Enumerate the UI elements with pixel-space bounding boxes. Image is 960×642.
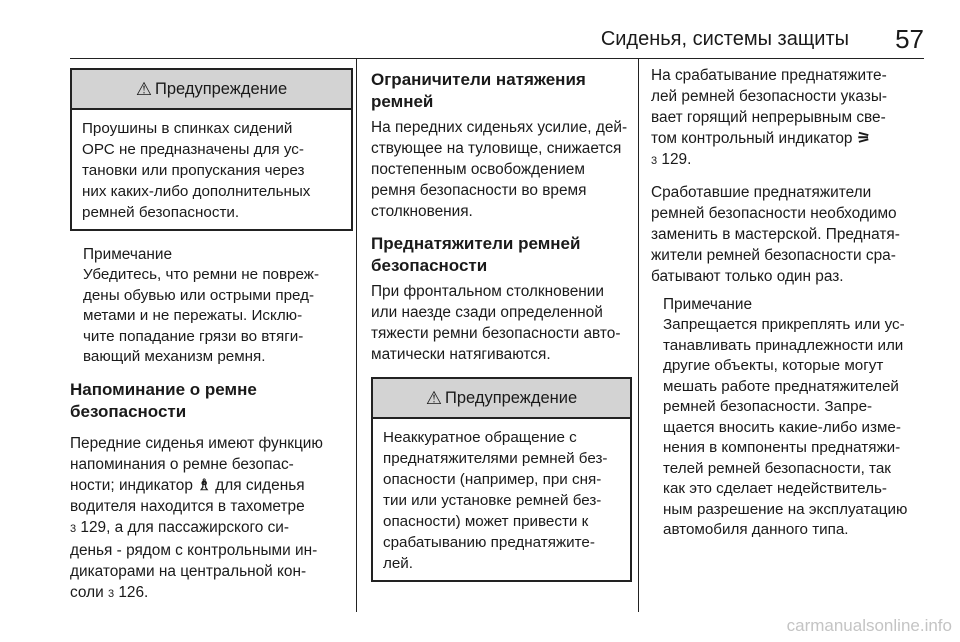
text-line: автомобиля данного типа. (663, 521, 849, 538)
page-reference-link[interactable]: 129. (661, 151, 692, 168)
heading-line: Напоминание о ремне (70, 379, 257, 399)
text-line: танавливать принадлежности или (663, 336, 904, 354)
text-line: Запрещается прикреплять или ус- (663, 316, 905, 333)
text-line (70, 475, 353, 496)
text-span: том контрольный индикатор (651, 130, 853, 147)
warning-header (72, 70, 351, 110)
paragraph (371, 117, 632, 222)
text-line: ремней безопасности необходимо (651, 205, 897, 222)
text-line: водителя находится в тахометре (70, 497, 305, 515)
text-line: столкновения. (371, 203, 473, 220)
text-line: телей ремней безопасности, так (663, 459, 891, 477)
text-line: щается вносить какие-либо изме- (663, 418, 901, 436)
text-line: ремней безопасности. Запре- (663, 398, 873, 415)
paragraph (651, 182, 928, 287)
note-block (70, 245, 353, 368)
warning-title: Предупреждение (154, 79, 288, 98)
heading-line: ремней (371, 92, 434, 111)
warning-triangle-icon: ⚠ (135, 78, 152, 99)
text-line: или наезде сзади определенной (371, 304, 603, 321)
belt-pretensioner-indicator-icon: ⚞ (856, 130, 871, 147)
text-line: постепенным освобождением (371, 161, 585, 178)
text-line: дены обувью или острыми пред- (83, 286, 315, 304)
text-line: нения в компоненты преднатяжи- (663, 439, 901, 456)
text-span: соли (70, 583, 104, 601)
page-reference-icon[interactable]: 3 (70, 522, 77, 535)
page-reference-link[interactable]: 126. (118, 583, 149, 601)
paragraph (651, 65, 928, 172)
text-line: преднатяжителями ремней без- (383, 450, 608, 467)
heading-line: безопасности (371, 256, 488, 275)
note-text (83, 265, 353, 368)
warning-header (373, 379, 630, 419)
text-line: срабатыванию преднатяжите- (383, 534, 595, 551)
text-line: мешать работе преднатяжителей (663, 377, 899, 395)
warning-triangle-icon: ⚠ (425, 387, 442, 408)
text-line: Передние сиденья имеют функцию (70, 434, 323, 452)
text-line: опасности) может привести к (383, 513, 589, 530)
text-line: другие объекты, которые могут (663, 357, 884, 374)
text-span: для сиденья (215, 476, 305, 494)
section-heading (70, 379, 353, 423)
warning-box (371, 377, 632, 582)
text-line: заменить в мастерской. Преднатя- (651, 226, 900, 243)
text-line: Неаккуратное обращение с (383, 429, 577, 446)
heading-line: безопасности (70, 401, 187, 421)
text-span: ности; индикатор (70, 476, 193, 494)
warning-text (72, 110, 351, 229)
section-heading (371, 69, 632, 113)
text-line (651, 128, 928, 149)
text-line: Убедитесь, что ремни не повреж- (83, 266, 319, 283)
text-line: тяжести ремни безопасности авто- (371, 325, 621, 342)
section-heading (371, 233, 632, 277)
text-line (70, 582, 353, 605)
seatbelt-reminder-icon: ♗ (197, 476, 212, 494)
text-line: ремней безопасности. (82, 204, 240, 221)
text-line (651, 149, 928, 172)
text-line: ствующее на туловище, снижается (371, 140, 622, 157)
text-line: них каких-либо дополнительных (82, 183, 311, 200)
paragraph (70, 433, 353, 605)
watermark: carmanualsonline.info (786, 616, 952, 635)
heading-line: Преднатяжители ремней (371, 234, 581, 253)
note-title: Примечание (663, 296, 753, 313)
text-line: жители ремней безопасности сра- (651, 247, 896, 264)
page-reference-icon[interactable]: 3 (107, 587, 115, 600)
text-line: метами и не пережаты. Исклю- (83, 307, 303, 324)
page-reference-icon[interactable]: 3 (651, 155, 658, 167)
text-line: опасности (например, при сня- (383, 471, 602, 488)
column-middle (356, 58, 636, 612)
column-left (70, 58, 353, 612)
text-line: как это сделает недействитель- (663, 480, 887, 497)
text-line: Проушины в спинках сидений (82, 120, 293, 137)
text-line: При фронтальном столкновении (371, 283, 604, 300)
text-line: напоминания о ремне безопас- (70, 455, 294, 473)
text-line: матически натягиваются. (371, 346, 551, 363)
warning-title: Предупреждение (444, 388, 578, 407)
text-line: тановки или пропускания через (82, 162, 305, 179)
text-line: дикаторами на центральной кон- (70, 562, 307, 580)
text-line: лей ремней безопасности указы- (651, 88, 888, 105)
text-line: лей. (383, 555, 414, 572)
text-line: тии или установке ремней без- (383, 492, 602, 509)
heading-line: Ограничители натяжения (371, 70, 586, 89)
page-reference-link[interactable]: 129, а для пассажирского си- (80, 518, 290, 536)
note-title: Примечание (83, 246, 173, 263)
page-number: 57 (895, 24, 924, 54)
note-text (663, 315, 928, 541)
text-line: ремня безопасности во время (371, 182, 587, 199)
text-line: ным разрешение на эксплуатацию (663, 500, 908, 518)
text-line: вает горящий непрерывным све- (651, 109, 886, 126)
column-right (638, 58, 930, 612)
text-line: батывают только один раз. (651, 268, 844, 285)
page-header (70, 0, 924, 59)
text-line: На передних сиденьях усилие, дей- (371, 119, 628, 136)
text-line: чите попадание грязи во втяги- (83, 327, 304, 345)
text-line: Сработавшие преднатяжители (651, 184, 872, 201)
text-line: вающий механизм ремня. (83, 348, 266, 365)
warning-text (373, 419, 630, 580)
text-line (70, 517, 353, 540)
paragraph (371, 281, 632, 365)
text-line: денья - рядом с контрольными ин- (70, 541, 318, 559)
note-block (651, 295, 928, 541)
text-line: ОРС не предназначены для ус- (82, 141, 304, 158)
warning-box (70, 68, 353, 231)
text-line: На срабатывание преднатяжите- (651, 67, 887, 84)
section-title: Сиденья, системы защиты (600, 28, 849, 50)
